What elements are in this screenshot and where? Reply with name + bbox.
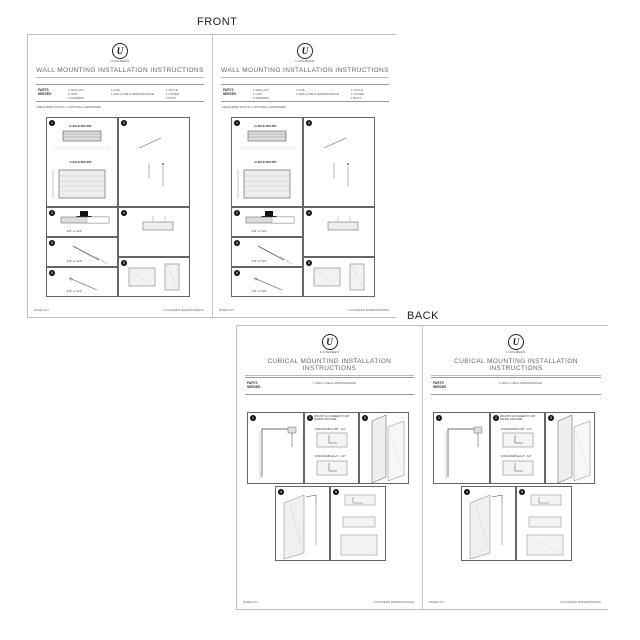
- step-4-panel: [461, 486, 516, 561]
- step-1-panel: [46, 117, 118, 207]
- screw-diagram: [304, 118, 376, 208]
- step-3-panel: [359, 412, 409, 484]
- step-2-panel: [231, 207, 303, 237]
- parts-col-2: 1 FOIL 1 WALL USE & MAINTENANCE: [296, 88, 339, 96]
- back-label: BACK: [407, 310, 439, 322]
- parts-info-box: [221, 84, 389, 102]
- page-title: WALL MOUNTING INSTALLATION INSTRUCTIONS: [36, 67, 204, 78]
- step-4b-panel: [231, 267, 303, 297]
- brand-logo-icon: U: [322, 334, 338, 350]
- step-number: 1: [50, 120, 54, 125]
- step-2-panel: [304, 412, 359, 484]
- step-4b-panel: [46, 267, 118, 297]
- finished-panels-diagram: [119, 258, 191, 298]
- footer-left: PANEL KIT: [243, 600, 259, 604]
- front-sheet: [27, 34, 396, 318]
- step-3-panel: [545, 412, 595, 484]
- step-number: 5: [307, 260, 311, 265]
- step-3-panel: [303, 117, 375, 207]
- finished-panels-diagram: [304, 258, 376, 298]
- parts-text: 1 WALL USE & MAINTENANCE: [499, 381, 542, 385]
- step-4-spec: 1/2" or 1/4": [252, 289, 267, 293]
- step-number: 5: [520, 489, 524, 494]
- step-2-example-b: FOR EXAMPLE 1/4" - 1/2": [315, 455, 346, 458]
- cubicle-panel-diagram: [276, 487, 331, 562]
- parts-col-3: 1 STYLE 1 COVER 1 BOLT: [351, 88, 365, 100]
- page-title: CUBICAL MOUNTING INSTALLATION INSTRUCTIONS: [431, 358, 601, 376]
- step-2-spec: 1/2" or 1/4": [67, 229, 82, 233]
- drill-diagram: [232, 238, 304, 268]
- step-4-panel: [275, 486, 330, 561]
- parts-col-2: 1 FOIL 1 WALL USE & MAINTENANCE: [111, 88, 154, 96]
- brand-name: LUXGREEN: [320, 350, 339, 354]
- anchor-diagram: [47, 268, 119, 298]
- drill-diagram: [47, 238, 119, 268]
- bracket-diagram: [232, 208, 304, 238]
- four-hole-label: 4 HOLE MOUNT: [69, 160, 92, 164]
- tools-legend: ▪ REQUIRED TOOLS ▪ OPTIONAL HARDWARE: [221, 105, 286, 109]
- step-2-spec: 1/2" or 1/4": [252, 229, 267, 233]
- cubical-page-left: [237, 326, 422, 609]
- footer-right: LUXGREEN FREESTANDING: [373, 600, 414, 604]
- panel-hanging-diagram: [360, 413, 410, 485]
- step-number: 3: [50, 240, 54, 245]
- step-number: 2: [235, 210, 239, 215]
- anchor-diagram: [232, 268, 304, 298]
- step-number: 3: [307, 120, 311, 125]
- step-5-panel: [118, 257, 190, 297]
- step-2-title: MOUNTS LUXGREEN TO 3/8 RANGE OR MORE: [314, 415, 349, 421]
- footer-left: PANEL KIT: [34, 308, 50, 312]
- step-2-example-a: FOR EXAMPLE 3/8" - 1/4": [501, 428, 532, 431]
- step-2b-panel: [46, 237, 118, 267]
- footer-left: PANEL KIT: [429, 600, 445, 604]
- brand-name: LUXGREEN: [295, 59, 315, 63]
- screw-diagram: [119, 118, 191, 208]
- footer-right: LUXGREEN FREESTANDING: [348, 308, 389, 312]
- brand-name: LUXGREEN: [110, 59, 130, 63]
- step-3-spec: 1/2" or 1/4": [67, 259, 82, 263]
- step-number: 1: [437, 415, 441, 420]
- step-2-example-b: FOR EXAMPLE 1/4" - 1/2": [501, 455, 532, 458]
- step-number: 4: [122, 210, 126, 215]
- step-1-panel: [231, 117, 303, 207]
- parts-info-box: [245, 377, 414, 395]
- parts-label: PARTS NEEDED: [247, 381, 261, 389]
- step-number: 2: [308, 415, 312, 420]
- parts-info-box: [431, 377, 601, 395]
- parts-col-1: 1 WALL KIT 1 UNIT 2 SCREWS: [253, 88, 269, 100]
- mounted-panels-diagram: [517, 487, 573, 562]
- hook-bracket-diagram: [434, 413, 491, 485]
- step-2-panel: [490, 412, 545, 484]
- step-4-spec: 1/2" or 1/4": [67, 289, 82, 293]
- step-number: 4: [465, 489, 469, 494]
- step-3-spec: 1/2" or 1/4": [252, 259, 267, 263]
- step-number: 3: [122, 120, 126, 125]
- hook-bracket-diagram: [248, 413, 305, 485]
- brand-logo-icon: U: [508, 334, 524, 350]
- step-4-panel: [118, 207, 190, 257]
- step-4-panel: [303, 207, 375, 257]
- cubicle-wall-diagram: [305, 413, 360, 485]
- step-number: 5: [122, 260, 126, 265]
- cubicle-wall-diagram: [491, 413, 546, 485]
- tools-legend: ▪ REQUIRED TOOLS ▪ OPTIONAL HARDWARE: [36, 105, 101, 109]
- step-number: 4: [50, 270, 54, 275]
- brand-logo-icon: U: [112, 43, 128, 59]
- parts-info-box: [36, 84, 204, 102]
- step-number: 1: [235, 120, 239, 125]
- step-2-example-a: FOR EXAMPLE 3/8" - 1/4": [315, 428, 346, 431]
- page-title: WALL MOUNTING INSTALLATION INSTRUCTIONS: [221, 67, 389, 78]
- parts-col-1: 1 WALL KIT 1 UNIT 2 SCREWS: [68, 88, 84, 100]
- parts-text: 1 WALL USE & MAINTENANCE: [313, 381, 356, 385]
- wall-page-left: [28, 35, 212, 317]
- front-label: FRONT: [197, 16, 238, 28]
- bracket-diagram: [47, 208, 119, 238]
- step-number: 5: [334, 489, 338, 494]
- step-5-panel: [330, 486, 386, 561]
- back-sheet: [236, 325, 608, 610]
- parts-col-3: 1 STYLE 1 COVER 1 BOLT: [166, 88, 180, 100]
- step-number: 2: [50, 210, 54, 215]
- mounted-panels-diagram: [331, 487, 387, 562]
- two-hole-label: 2 HOLE MOUNT: [254, 124, 277, 128]
- step-number: 4: [235, 270, 239, 275]
- step-2-panel: [46, 207, 118, 237]
- panel-mount-diagram: [304, 208, 376, 258]
- two-hole-label: 2 HOLE MOUNT: [69, 124, 92, 128]
- cubical-page-right: [422, 326, 609, 609]
- wall-page-right: [212, 35, 397, 317]
- panel-mount-diagram: [119, 208, 191, 258]
- step-2b-panel: [231, 237, 303, 267]
- step-1-panel: [247, 412, 304, 484]
- page-title: CUBICAL MOUNTING INSTALLATION INSTRUCTIONS: [245, 358, 414, 376]
- step-5-panel: [516, 486, 572, 561]
- footer-right: LUXGREEN FREESTANDING: [560, 600, 601, 604]
- footer-left: PANEL KIT: [219, 308, 235, 312]
- footer-right: LUXGREEN FREESTANDING: [163, 308, 204, 312]
- step-number: 3: [235, 240, 239, 245]
- step-1-panel: [433, 412, 490, 484]
- step-number: 4: [307, 210, 311, 215]
- step-number: 2: [494, 415, 498, 420]
- step-number: 3: [549, 415, 553, 420]
- step-2-title: MOUNTS LUXGREEN TO 3/8 RANGE OR MORE: [500, 415, 535, 421]
- step-number: 3: [363, 415, 367, 420]
- brand-name: LUXGREEN: [506, 350, 526, 354]
- parts-label: PARTS NEEDED: [433, 381, 447, 389]
- step-3-panel: [118, 117, 190, 207]
- step-5-panel: [303, 257, 375, 297]
- parts-label: PARTS NEEDED: [38, 88, 52, 96]
- four-hole-label: 4 HOLE MOUNT: [254, 160, 277, 164]
- panel-hanging-diagram: [546, 413, 596, 485]
- step-number: 1: [251, 415, 255, 420]
- parts-label: PARTS NEEDED: [223, 88, 237, 96]
- brand-logo-icon: U: [297, 43, 313, 59]
- cubicle-panel-diagram: [462, 487, 517, 562]
- step-number: 4: [279, 489, 283, 494]
